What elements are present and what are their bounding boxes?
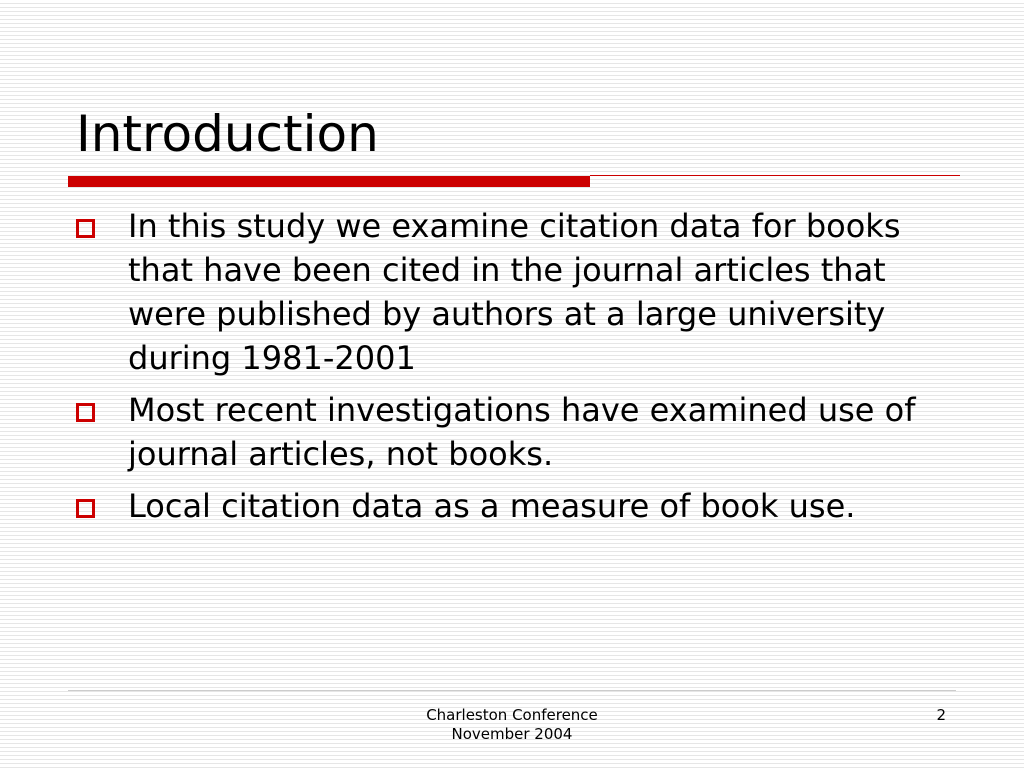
bullet-list (76, 204, 956, 536)
footer-date: November 2004 (451, 725, 573, 743)
page-number: 2 (936, 706, 946, 724)
footer-caption (362, 706, 662, 744)
bullet-text: In this study we examine citation data for books that have been cited in the journal articles that were published by authors at a large university during 1981-2001 (128, 207, 901, 377)
bullet-text: Most recent investigations have examined use of journal articles, not books. (128, 391, 916, 473)
bullet-item (76, 204, 956, 380)
hollow-square-icon (76, 219, 95, 238)
title-underline-thin (590, 175, 960, 176)
title-underline-thick (68, 176, 590, 187)
bullet-item (76, 484, 956, 528)
hollow-square-icon (76, 403, 95, 422)
bullet-item (76, 388, 956, 476)
slide-title: Introduction (76, 105, 379, 163)
footer-conference: Charleston Conference (426, 706, 598, 724)
footer-divider (68, 690, 956, 691)
hollow-square-icon (76, 499, 95, 518)
bullet-text: Local citation data as a measure of book use. (128, 487, 856, 525)
